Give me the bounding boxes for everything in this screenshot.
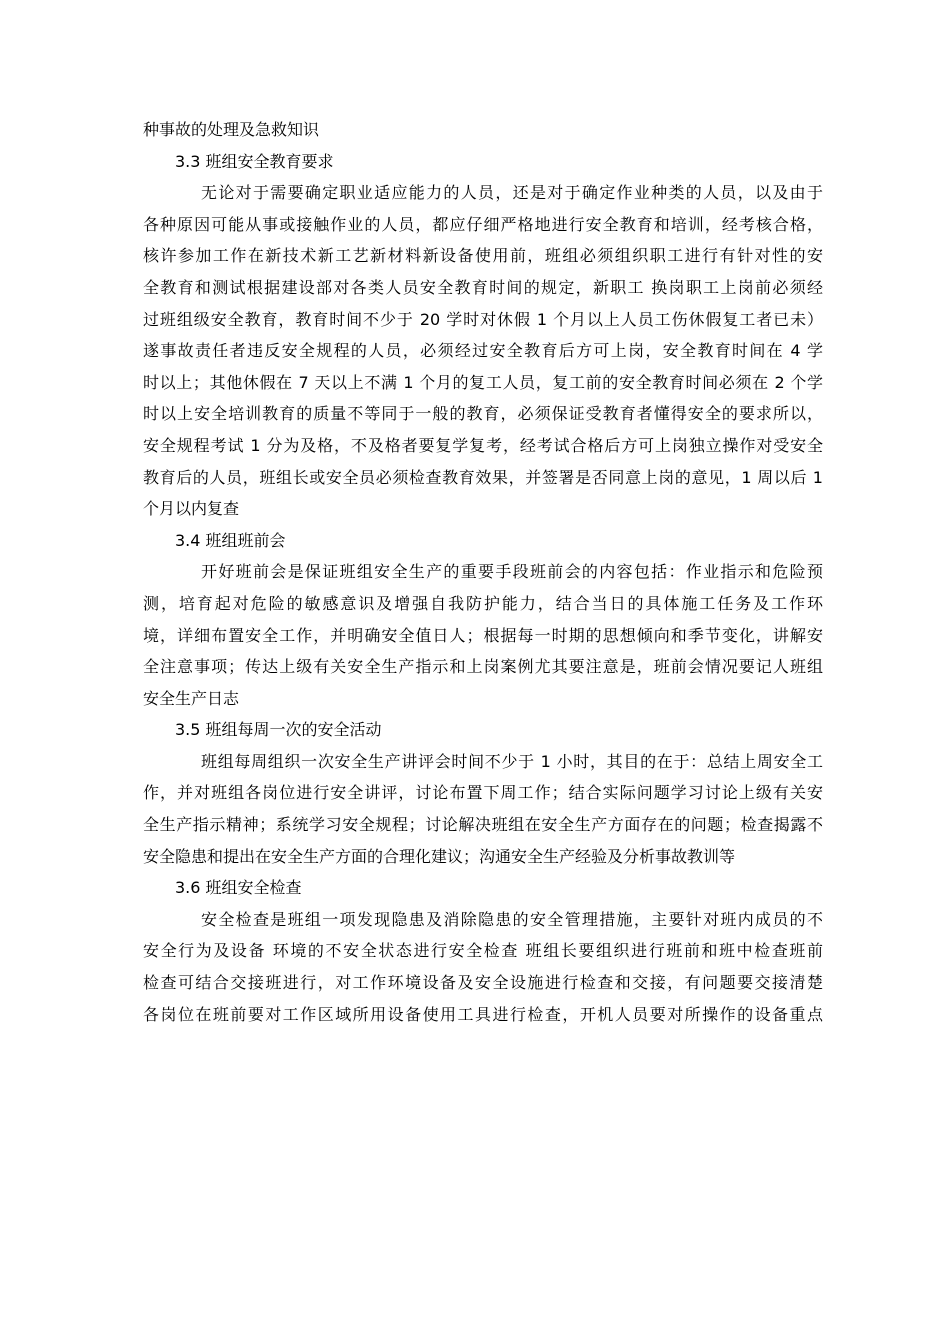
paragraph-first-line: 班组每周组织一次安全生产讲评会时间不少于 1 小时，其目的在于：总结上周安全工 [201,751,823,771]
text-line: 安全规程考试 1 分为及格，不及格者要复学复考，经考试合格后方可上岗独立操作对受安全 [143,435,823,455]
text-line: 安全隐患和提出在安全生产方面的合理化建议；沟通安全生产经验及分析事故教训等 [143,846,736,866]
text-line: 全生产指示精神；系统学习安全规程；讨论解决班组在安全生产方面存在的问题；检查揭露不 [143,815,823,835]
text-line: 时以上；其他休假在 7 天以上不满 1 个月的复工人员，复工前的安全教育时间必须在 2 个学 [143,372,823,392]
text-line: 安全行为及设备 环境的不安全状态进行安全检查 班组长要组织进行班前和班中检查班前 [143,941,823,961]
text-line: 核许参加工作在新技术新工艺新材料新设备使用前，班组必须组织职工进行有针对性的安 [143,246,823,266]
section-heading: 3.3 班组安全教育要求 [175,151,334,171]
text-line: 教育后的人员，班组长或安全员必须检查教育效果，并签署是否同意上岗的意见，1 周以后 1 [143,467,823,487]
paragraph-first-line: 开好班前会是保证班组安全生产的重要手段班前会的内容包括：作业指示和危险预 [201,562,823,582]
text-line: 各岗位在班前要对工作区域所用设备使用工具进行检查，开机人员要对所操作的设备重点 [143,1004,823,1024]
text-line: 种事故的处理及急救知识 [143,120,320,139]
text-line: 安全生产日志 [143,688,240,708]
document-body [143,114,823,1030]
section-heading: 3.6 班组安全检查 [175,878,302,898]
text-line: 过班组级安全教育，教育时间不少于 20 学时对休假 1 个月以上人员工伤休假复工者已未） [143,309,823,329]
text-line: 时以上安全培训教育的质量不等同于一般的教育，必须保证受教育者懂得安全的要求所以， [143,404,823,424]
section-heading: 3.5 班组每周一次的安全活动 [175,720,382,740]
text-line: 个月以内复查 [143,499,240,519]
text-line: 检查可结合交接班进行，对工作环境设备及安全设施进行检查和交接，有问题要交接清楚 [143,973,823,993]
section-heading: 3.4 班组班前会 [175,530,286,550]
text-line: 全注意事项；传达上级有关安全生产指示和上岗案例尤其要注意是，班前会情况要记人班组 [143,657,823,677]
text-line: 境，详细布置安全工作，并明确安全值日人；根据每一时期的思想倾向和季节变化，讲解安 [143,625,823,645]
text-line: 各种原因可能从事或接触作业的人员，都应仔细严格地进行安全教育和培训，经考核合格， [143,214,823,234]
paragraph-first-line: 无论对于需要确定职业适应能力的人员，还是对于确定作业种类的人员，以及由于 [201,183,823,203]
text-line: 全教育和测试根据建设部对各类人员安全教育时间的规定，新职工 换岗职工上岗前必须经 [143,277,823,297]
text-line: 作，并对班组各岗位进行安全讲评，讨论布置下周工作；结合实际问题学习讨论上级有关安 [143,783,823,803]
text-line: 遂事故责任者违反安全规程的人员，必须经过安全教育后方可上岗，安全教育时间在 4 学 [143,341,823,361]
text-line: 测，培育起对危险的敏感意识及增强自我防护能力，结合当日的具体施工任务及工作环 [143,593,823,613]
paragraph-first-line: 安全检查是班组一项发现隐患及消除隐患的安全管理措施，主要针对班内成员的不 [201,909,823,929]
